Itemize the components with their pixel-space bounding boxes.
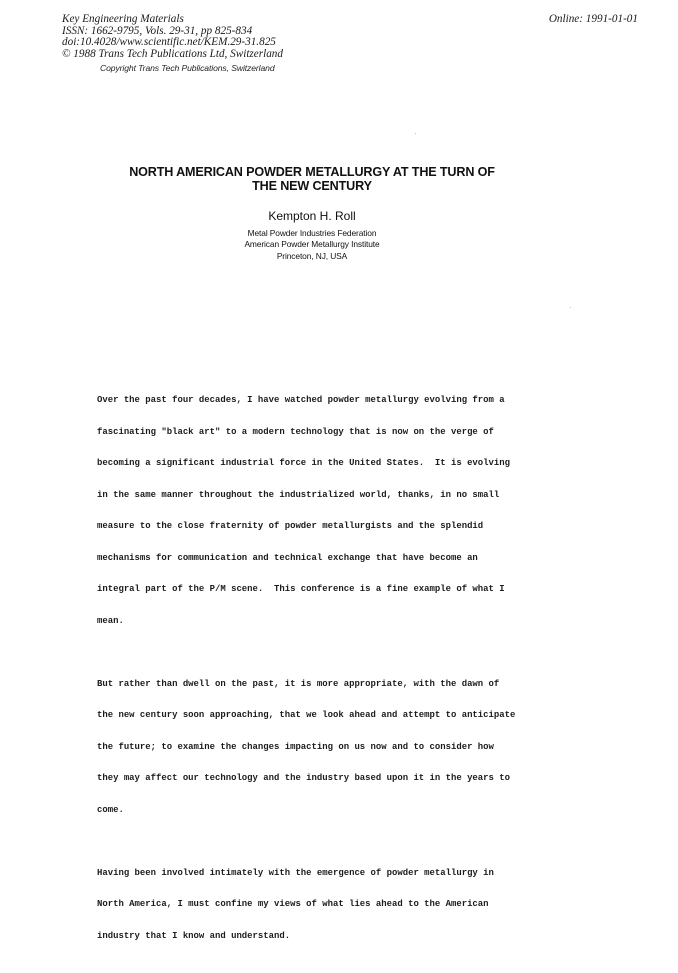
text-line: But rather than dwell on the past, it is more appropriate, with the dawn of: [97, 678, 500, 689]
text-line: North America, I must confine my views of what lies ahead to the American: [97, 899, 489, 909]
issn-volume-pages: ISSN: 1662-9795, Vols. 29-31, pp 825-834: [62, 24, 253, 37]
publisher-copyright: © 1988 Trans Tech Publications Ltd, Switzerland: [62, 47, 283, 60]
scan-speck: [415, 133, 416, 134]
text-line: in the same manner throughout the industrialized world, thanks, in no small: [97, 489, 500, 500]
text-line: measure to the close fraternity of powder metallurgists and the splendid: [97, 521, 484, 531]
affiliation-line: Metal Powder Industries Federation: [247, 228, 377, 238]
online-date: Online: 1991-01-01: [548, 13, 638, 25]
paragraph-1: [97, 374, 557, 647]
author-name: Kempton H. Roll: [268, 209, 356, 223]
affiliation-line: Princeton, NJ, USA: [276, 250, 348, 261]
journal-name: Key Engineering Materials: [62, 13, 184, 25]
author-affiliation: [0, 228, 624, 262]
text-line: becoming a significant industrial force in the United States. It is evolving: [97, 458, 510, 468]
doi: doi:10.4028/www.scientific.net/KEM.29-31.825: [62, 36, 276, 49]
paper-title: [0, 166, 624, 193]
text-line: integral part of the P/M scene. This conference is a fine example of what I: [97, 584, 505, 594]
scan-speck: [570, 307, 571, 308]
title-line: THE NEW CENTURY: [252, 178, 372, 193]
text-line: mean.: [97, 615, 124, 626]
affiliation-line: American Powder Metallurgy Institute: [244, 239, 380, 250]
paragraph-2: [97, 658, 557, 837]
journal-metadata: [62, 14, 283, 60]
text-line: the future; to examine the changes impacting on us now and to consider how: [97, 741, 494, 752]
text-line: fascinating "black art" to a modern technology that is now on the verge of: [97, 426, 494, 437]
text-line: they may affect our technology and the industry based upon it in the years to: [97, 773, 510, 783]
body-text: [97, 374, 557, 973]
text-line: Having been involved intimately with the emergence of powder metallurgy in: [97, 867, 494, 878]
paragraph-3: [97, 847, 557, 963]
copyright-stamp: Copyright Trans Tech Publications, Switzerland: [100, 63, 275, 73]
text-line: come.: [97, 804, 124, 815]
text-line: the new century soon approaching, that we look ahead and attempt to anticipate: [97, 710, 516, 720]
text-line: Over the past four decades, I have watched powder metallurgy evolving from a: [97, 395, 505, 405]
title-line: NORTH AMERICAN POWDER METALLURGY AT THE TURN OF: [129, 165, 495, 179]
text-line: mechanisms for communication and technical exchange that have become an: [97, 552, 478, 563]
text-line: industry that I know and understand.: [97, 930, 291, 941]
